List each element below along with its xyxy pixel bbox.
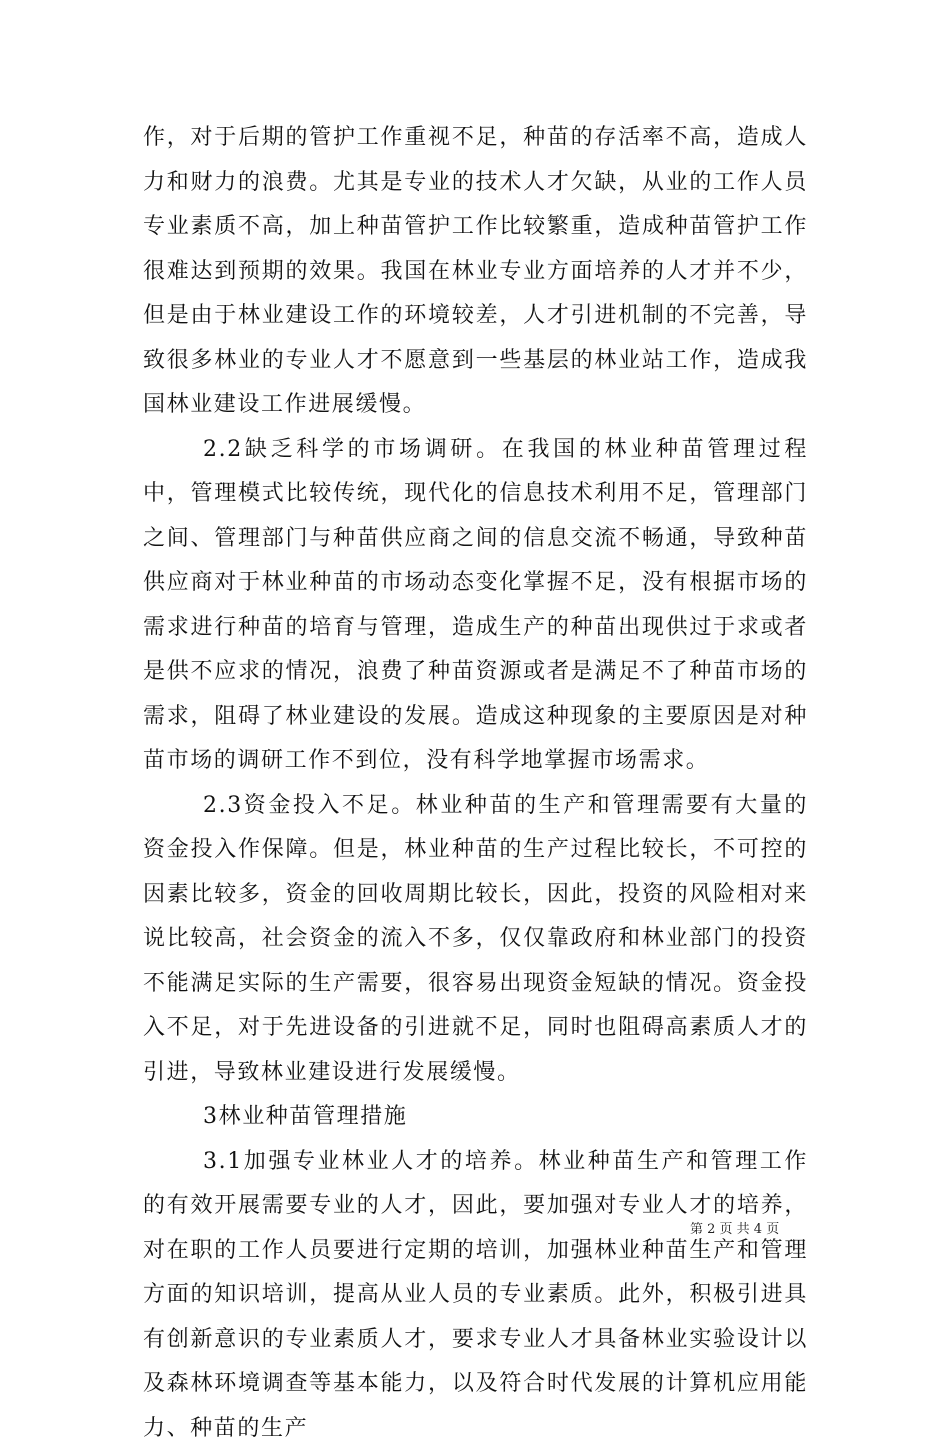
paragraph-2: 2.2缺乏科学的市场调研。在我国的林业种苗管理过程中，管理模式比较传统，现代化的信息技术利用不足，管理部门之间、管理部门与种苗供应商之间的信息交流不畅通，导致种苗供应商对于林业种苗的市场动态变化掌握不足，没有根据市场的需求进行种苗的培育与管理，造成生产的种苗出现供过于求或者是供不应求的情况，浪费了种苗资源或者是满足不了种苗市场的需求，阻碍了林业建设的发展。造成这种现象的主要原因是对种苗市场的调研工作不到位，没有科学地掌握市场需求。 bbox=[143, 428, 808, 784]
page-number-footer: 第 2 页 共 4 页 bbox=[690, 1218, 820, 1237]
section-heading: 3林业种苗管理措施 bbox=[143, 1095, 808, 1140]
paragraph-1: 作，对于后期的管护工作重视不足，种苗的存活率不高，造成人力和财力的浪费。尤其是专业的技术人才欠缺，从业的工作人员专业素质不高，加上种苗管护工作比较繁重，造成种苗管护工作很难达到预期的效果。我国在林业专业方面培养的人才并不少，但是由于林业建设工作的环境较差，人才引进机制的不完善，导致很多林业的专业人才不愿意到一些基层的林业站工作，造成我国林业建设工作进展缓慢。 bbox=[143, 116, 808, 428]
document-body bbox=[143, 116, 808, 1451]
paragraph-3: 2.3资金投入不足。林业种苗的生产和管理需要有大量的资金投入作保障。但是，林业种苗的生产过程比较长，不可控的因素比较多，资金的回收周期比较长，因此，投资的风险相对来说比较高，社会资金的流入不多，仅仅靠政府和林业部门的投资不能满足实际的生产需要，很容易出现资金短缺的情况。资金投入不足，对于先进设备的引进就不足，同时也阻碍高素质人才的引进，导致林业建设进行发展缓慢。 bbox=[143, 784, 808, 1096]
paragraph-4: 3.1加强专业林业人才的培养。林业种苗生产和管理工作的有效开展需要专业的人才，因此，要加强对专业人才的培养，对在职的工作人员要进行定期的培训，加强林业种苗生产和管理方面的知识培训，提高从业人员的专业素质。此外，积极引进具有创新意识的专业素质人才，要求专业人才具备林业实验设计以及森林环境调查等基本能力，以及符合时代发展的计算机应用能力、种苗的生产 bbox=[143, 1140, 808, 1451]
